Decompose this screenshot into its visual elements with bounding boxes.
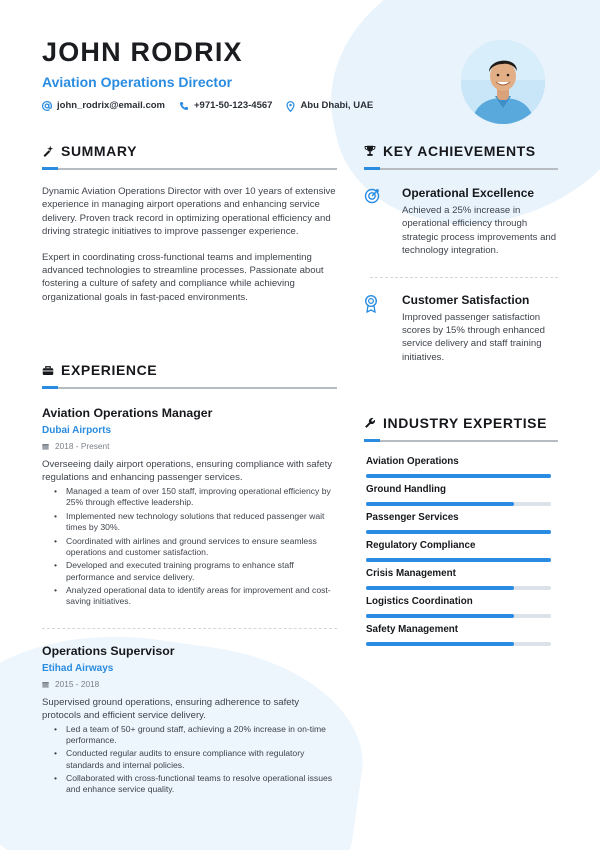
skill-bar-track xyxy=(366,474,551,478)
skill-name: Aviation Operations xyxy=(366,456,459,467)
resume-header xyxy=(42,36,462,113)
person-avatar-image xyxy=(461,40,545,124)
skill-item xyxy=(366,596,558,624)
summary-section xyxy=(42,143,337,304)
skill-bar-fill xyxy=(366,474,551,478)
job-company: Dubai Airports xyxy=(42,425,112,436)
list-item: • Analyzed operational data to identify areas for improvement and cost-saving initiatives. xyxy=(52,585,337,607)
job-title: Operations Supervisor xyxy=(42,643,175,658)
job-entry xyxy=(42,644,337,796)
job-bullets xyxy=(42,724,337,796)
skill-bar-track xyxy=(366,614,551,618)
skill-bar-fill xyxy=(366,586,514,590)
job-bullets xyxy=(42,486,337,608)
briefcase-icon xyxy=(42,365,54,376)
profile-photo xyxy=(461,40,545,124)
experience-section xyxy=(42,362,337,798)
skill-bar-track xyxy=(366,642,551,646)
list-item: • Conducted regular audits to ensure compliance with regulatory standards and internal policies. xyxy=(52,748,337,770)
email-text: john_rodrix@email.com xyxy=(57,100,165,111)
achievement-description: Achieved a 25% increase in operational efficiency through strategic process improvements and technology integration. xyxy=(402,205,557,257)
summary-heading: SUMMARY xyxy=(42,143,337,159)
skill-item xyxy=(366,540,558,568)
skill-bar-track xyxy=(366,502,551,506)
location-text: Abu Dhabi, UAE xyxy=(300,100,374,111)
contact-location xyxy=(286,99,373,113)
summary-paragraph: Expert in coordinating cross-functional teams and implementing advanced technologies to streamline processes. Passionate about fostering a culture of safety and compliance while achieving organizational goals in fast-paced environments. xyxy=(42,251,324,303)
list-item: • Implemented new technology solutions that reduced passenger wait times by 30%. xyxy=(52,511,337,533)
achievement-title: Operational Excellence xyxy=(402,186,535,200)
skill-item xyxy=(366,456,558,484)
job-dates: 2018 - Present xyxy=(42,441,337,452)
contact-email[interactable] xyxy=(42,99,165,113)
wrench-icon xyxy=(364,417,376,429)
job-dates: 2015 - 2018 xyxy=(42,679,337,690)
experience-heading: EXPERIENCE xyxy=(42,362,337,378)
phone-icon xyxy=(179,101,189,111)
list-item: • Coordinated with airlines and ground services to ensure seamless operations and customer satisfaction. xyxy=(52,536,337,558)
candidate-title: Aviation Operations Director xyxy=(42,74,233,90)
candidate-name: JOHN RODRIX xyxy=(42,37,243,67)
calendar-icon xyxy=(42,443,49,450)
skill-item xyxy=(366,568,558,596)
entry-divider xyxy=(370,277,558,278)
expertise-heading: INDUSTRY EXPERTISE xyxy=(364,415,558,431)
entry-divider xyxy=(42,628,337,629)
list-item: • Led a team of 50+ ground staff, achieving a 20% increase in on-time performance. xyxy=(52,724,337,746)
skill-name: Regulatory Compliance xyxy=(366,540,476,551)
skill-name: Ground Handling xyxy=(366,484,446,495)
award-medal-icon xyxy=(364,293,402,365)
section-divider xyxy=(364,440,558,442)
skill-bar-fill xyxy=(366,614,514,618)
summary-paragraph: Dynamic Aviation Operations Director with over 10 years of extensive experience in managing airport operations and enhancing service delivery. Proven track record in optimizing operational efficiency and driving strategic initiatives to improve passenger experience. xyxy=(42,186,336,238)
skill-name: Safety Management xyxy=(366,624,459,635)
section-divider xyxy=(42,387,337,389)
skill-item xyxy=(366,624,558,652)
section-divider xyxy=(42,168,337,170)
skill-bar-fill xyxy=(366,502,514,506)
skill-name: Passenger Services xyxy=(366,512,459,523)
section-divider xyxy=(364,168,558,170)
achievement-item xyxy=(364,293,558,365)
list-item: • Managed a team of over 150 staff, improving operational efficiency by 25% through effective leadership. xyxy=(52,486,337,508)
skill-name: Logistics Coordination xyxy=(366,596,473,607)
skill-bar-track xyxy=(366,530,551,534)
achievements-heading: KEY ACHIEVEMENTS xyxy=(364,143,558,159)
achievement-title: Customer Satisfaction xyxy=(402,292,530,307)
contact-row xyxy=(42,99,462,113)
job-summary: Supervised ground operations, ensuring adherence to safety protocols and efficient service delivery. xyxy=(42,696,300,721)
achievement-item xyxy=(364,186,558,258)
job-summary: Overseeing daily airport operations, ensuring compliance with safety regulations and enhancing passenger services. xyxy=(42,459,333,483)
skill-bar-track xyxy=(366,558,551,562)
phone-text: +971-50-123-4567 xyxy=(193,100,273,111)
expertise-section xyxy=(364,415,558,652)
calendar-icon xyxy=(42,681,49,688)
skills-list xyxy=(364,456,558,652)
list-item: • Developed and executed training programs to enhance staff performance and service delivery. xyxy=(52,560,337,582)
sparkle-pen-icon xyxy=(42,145,54,157)
skill-name: Crisis Management xyxy=(366,568,456,579)
skill-bar-fill xyxy=(366,530,551,534)
at-sign-icon xyxy=(42,101,52,111)
job-entry xyxy=(42,406,337,608)
target-icon xyxy=(364,186,402,258)
trophy-icon xyxy=(364,145,376,157)
skill-bar-fill xyxy=(366,642,514,646)
map-pin-icon xyxy=(286,101,295,112)
contact-phone[interactable] xyxy=(179,99,272,113)
list-item: • Collaborated with cross-functional teams to resolve operational issues and enhance service quality. xyxy=(52,773,337,795)
skill-bar-track xyxy=(366,586,551,590)
skill-item xyxy=(366,484,558,512)
skill-item xyxy=(366,512,558,540)
skill-bar-fill xyxy=(366,558,551,562)
job-title: Aviation Operations Manager xyxy=(42,406,213,420)
job-company: Etihad Airways xyxy=(42,662,114,674)
achievement-description: Improved passenger satisfaction scores by 15% through enhanced service delivery and staff training initiatives. xyxy=(402,311,545,363)
achievements-section xyxy=(364,143,558,364)
